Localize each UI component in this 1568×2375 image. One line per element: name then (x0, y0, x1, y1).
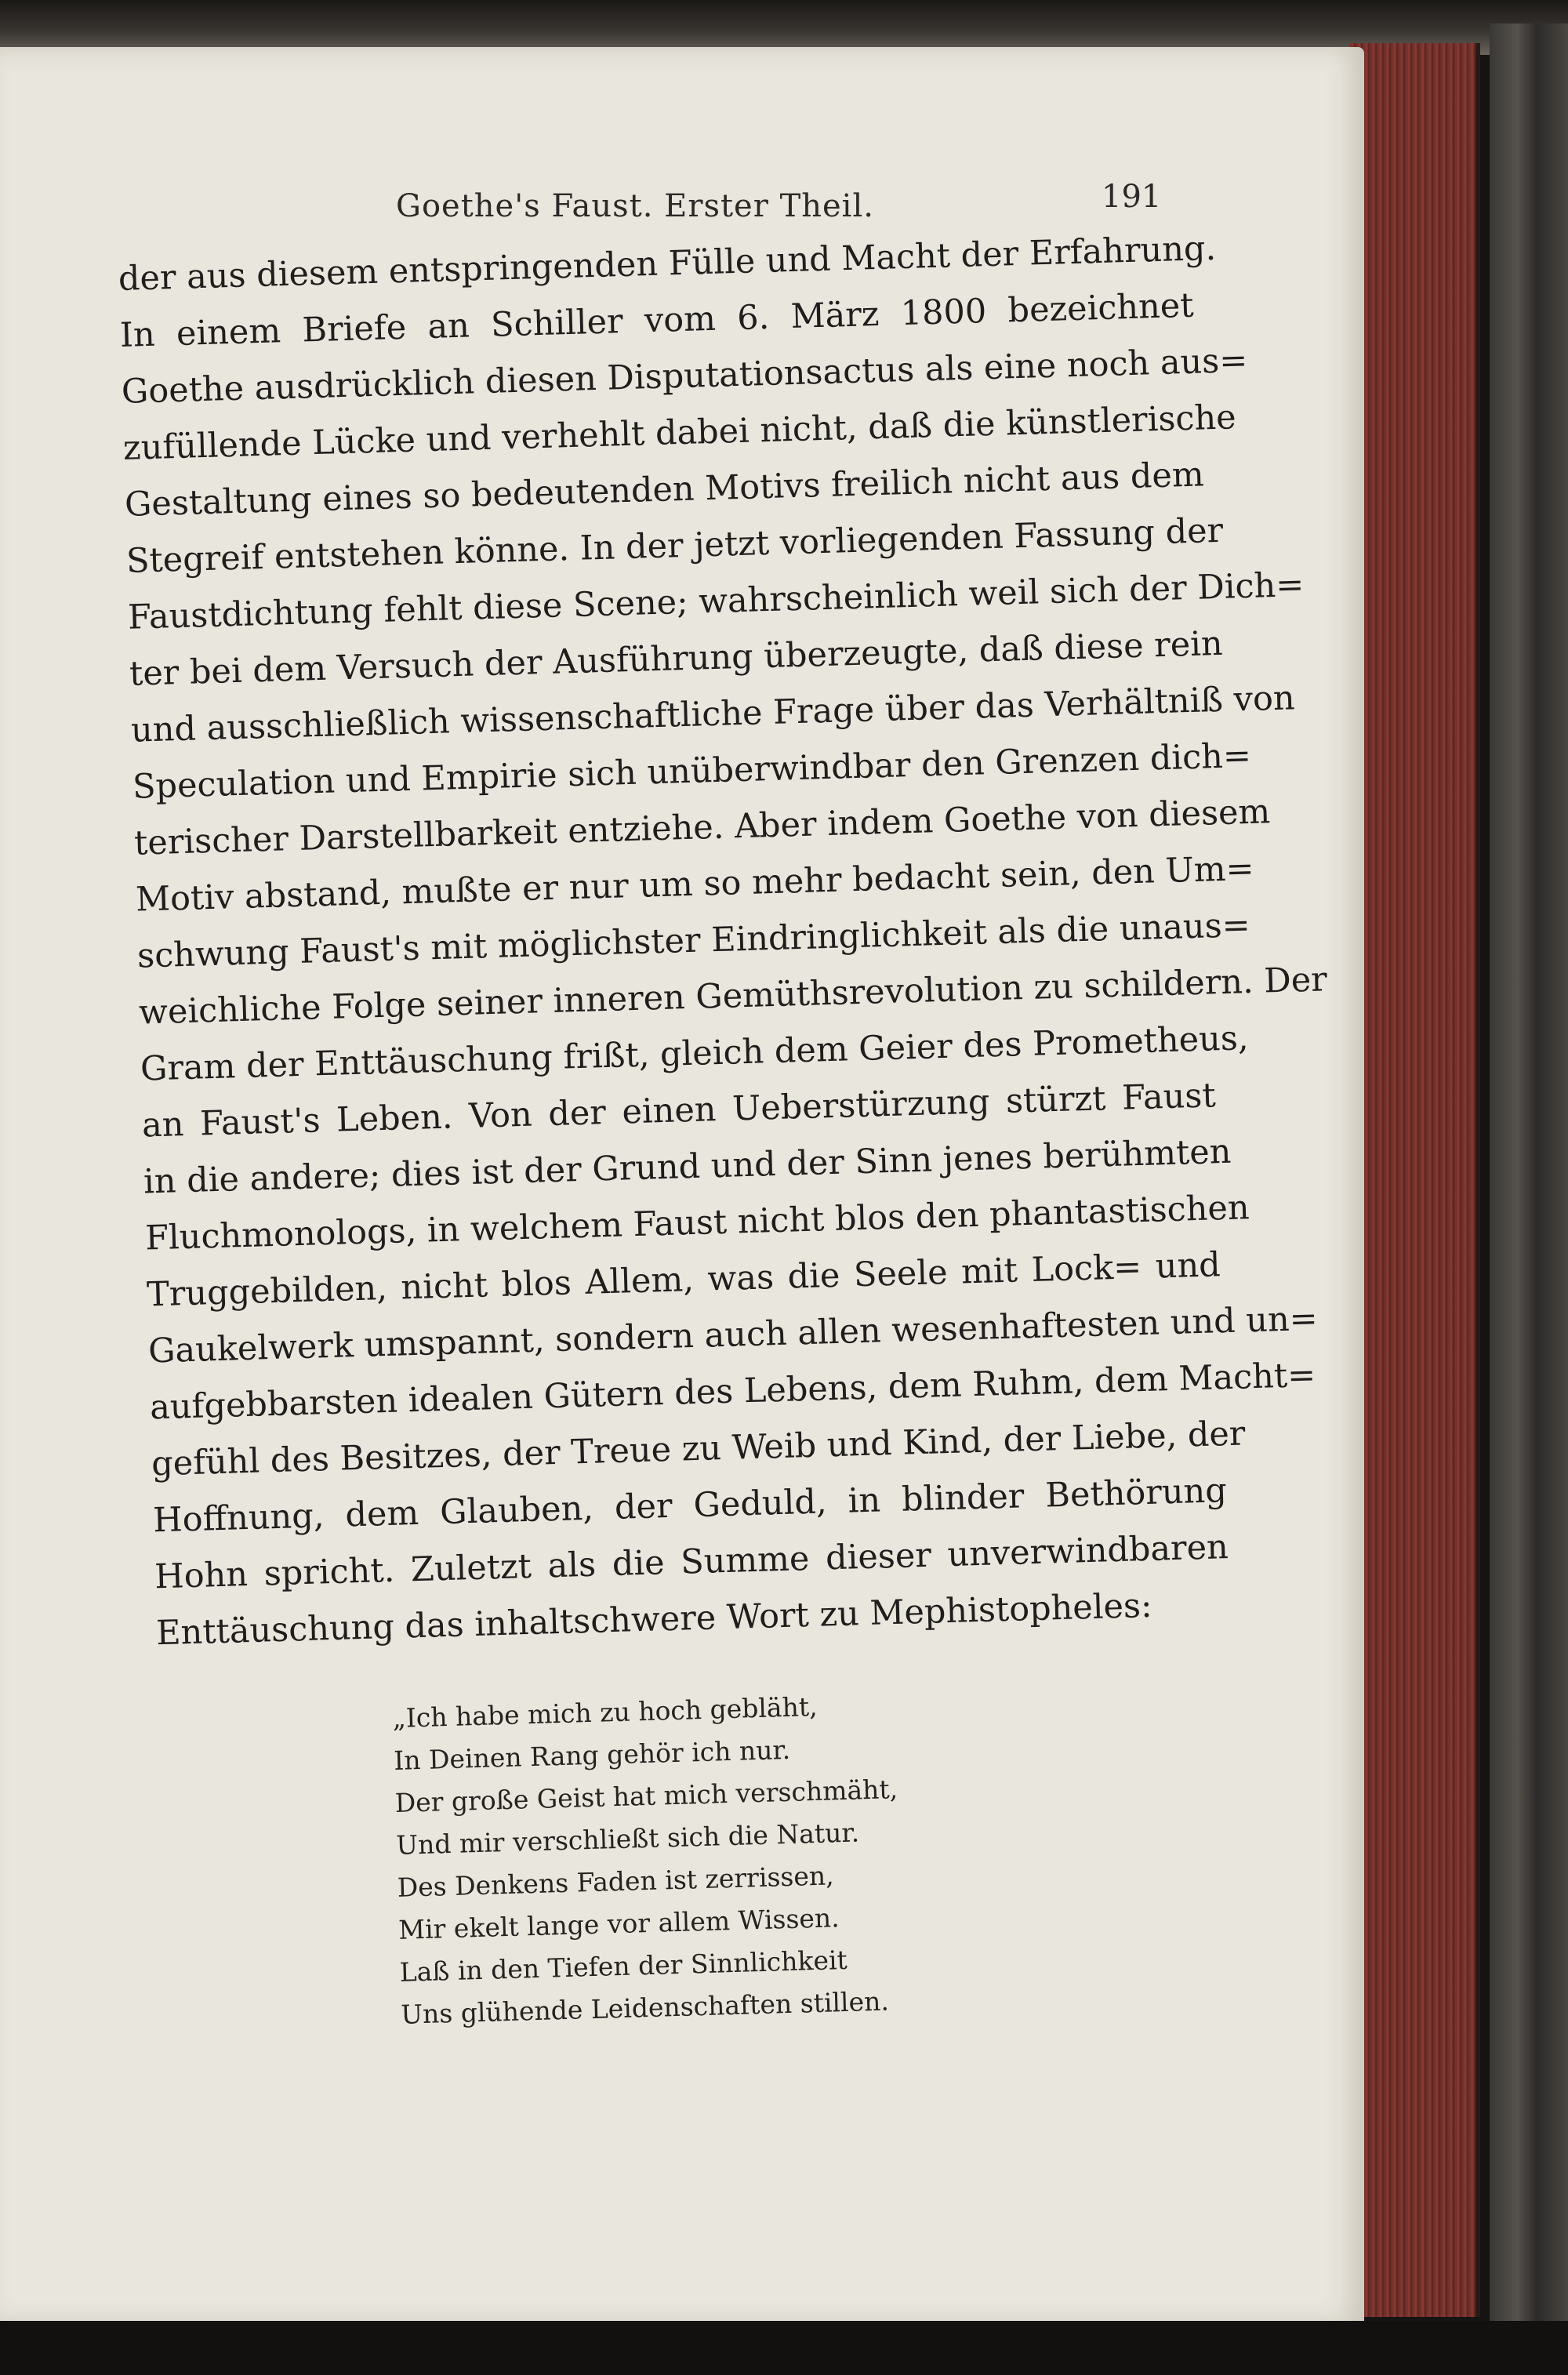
verse-line: Uns glühende Leidenschaften stillen. (400, 1985, 890, 2030)
text-line: In einem Briefe an Schiller vom 6. März 1800 bezeichnet (119, 285, 1195, 355)
verse-line: Laß in den Tiefen der Sinnlichkeit (399, 1944, 848, 1988)
text-line: Goethe ausdrücklich diesen Disputationsactus als eine noch aus= (121, 340, 1248, 412)
text-line: zufüllende Lücke und verhehlt dabei nicht, daß die künstlerische (122, 398, 1237, 468)
text-line: weichliche Folge seiner inneren Gemüthsrevolution zu schildern. Der (138, 960, 1328, 1033)
verse-line: „Ich habe mich zu hoch gebläht, (392, 1690, 818, 1734)
verse-line: In Deinen Rang gehör ich nur. (393, 1734, 791, 1776)
text-line: terischer Darstellbarkeit entziehe. Aber indem Goethe von diesem (133, 792, 1271, 863)
verse-quotation (392, 1683, 904, 2036)
text-line: Fluchmonologs, in welchem Faust nicht blos den phantastischen (144, 1188, 1250, 1258)
text-line: der aus diesem entspringenden Fülle und Macht der Erfahrung. (118, 228, 1217, 299)
text-line: Hoffnung, dem Glauben, der Geduld, in blinder Bethörung (152, 1471, 1228, 1541)
text-line: Truggebilden, nicht blos Allem, was die Seele mit Lock= und (146, 1245, 1221, 1315)
text-line: ter bei dem Versuch der Ausführung überzeugte, daß diese rein (129, 623, 1224, 694)
text-line: Hohn spricht. Zuletzt als die Summe dieser unverwindbaren (154, 1527, 1229, 1597)
text-line: in die andere; dies ist der Grund und der Sinn jenes berühmten (143, 1131, 1232, 1202)
verse-line: Mir ekelt lange vor allem Wissen. (397, 1902, 840, 1945)
text-line: gefühl des Besitzes, der Treue zu Weib und Kind, der Liebe, der (151, 1414, 1247, 1484)
text-line: und ausschließlich wissenschaftliche Frage über das Verhältniß von (130, 678, 1296, 750)
page-number: 191 (1102, 179, 1162, 215)
book-cover-edge (1490, 24, 1568, 2368)
verse-line: Und mir verschließt sich die Natur. (395, 1817, 860, 1861)
text-line: aufgebbarsten idealen Gütern des Lebens, dem Ruhm, dem Macht= (149, 1355, 1316, 1428)
text-line: Gestaltung eines so bedeutenden Motivs freilich nicht aus dem (124, 455, 1205, 525)
text-line: schwung Faust's mit möglichster Eindringlichkeit als die unaus= (136, 906, 1251, 976)
text-line: Gaukelwerk umspannt, sondern auch allen wesenhaftesten und un= (147, 1298, 1319, 1371)
text-line: Motiv abstand, mußte er nur um so mehr bedacht sein, den Um= (135, 848, 1255, 920)
scan-bottom-edge (0, 2321, 1568, 2375)
verse-line: Des Denkens Faden ist zerrissen, (397, 1860, 835, 1903)
text-line: Faustdichtung fehlt diese Scene; wahrscheinlich weil sich der Dich= (127, 565, 1305, 637)
text-line: Enttäuschung das inhaltschwere Wort zu Mephistopheles: (155, 1585, 1153, 1654)
verse-line: Der große Geist hat mich verschmäht, (394, 1774, 898, 1818)
text-line: an Faust's Leben. Von der einen Ueberstürzung stürzt Faust (141, 1076, 1217, 1146)
text-line: Stegreif entstehen könne. In der jetzt vorliegenden Fassung der (125, 510, 1224, 581)
page-block-edges (1350, 43, 1480, 2317)
text-line: Speculation und Empirie sich unüberwindbar den Grenzen dich= (132, 735, 1252, 807)
text-line: Gram der Enttäuschung frißt, gleich dem Geier des Prometheus, (140, 1019, 1250, 1089)
body-paragraph (118, 221, 1328, 1662)
running-title: Goethe's Faust. Erster Theil. (396, 188, 874, 224)
